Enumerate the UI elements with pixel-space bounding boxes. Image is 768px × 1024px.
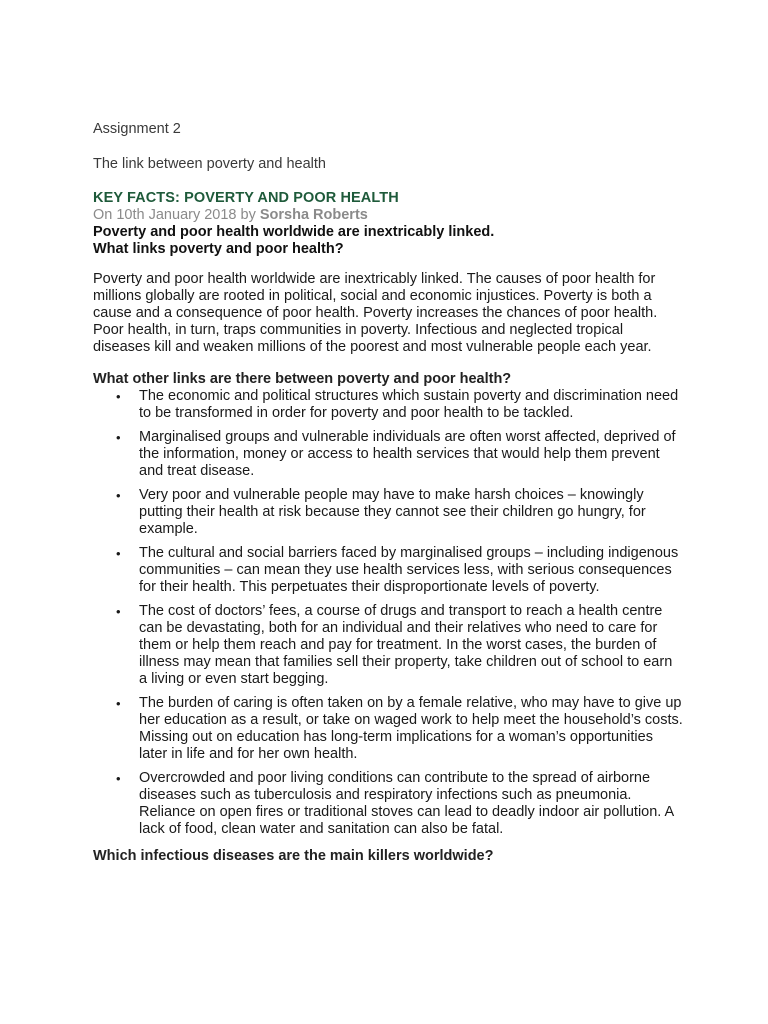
lead-statement: Poverty and poor health worldwide are inextricably linked. [93,224,495,240]
assignment-label: Assignment 2 [93,121,181,137]
bullet-icon: • [116,696,121,711]
byline-author: Sorsha Roberts [259,207,368,223]
list-item-text: Very poor and vulnerable people may have to make harsh choices – knowingly putting their health at risk because they cannot see their children go hungry, for example. [139,487,646,537]
list-item-text: The burden of caring is often taken on by a female relative, who may have to give up her education as a result, or take on waged work to help meet the household’s costs. Missing out on education has long-term implications for a woman’s opportunities later in life and for her own health. [139,695,683,762]
bullet-icon: • [116,488,121,503]
bullet-icon: • [116,430,121,445]
list-item [93,770,683,838]
question-heading-1: What links poverty and poor health? [93,241,344,257]
list-item-text: The cost of doctors’ fees, a course of drugs and transport to reach a health centre can be devastating, both for an individual and their relatives who need to care for them or help them reach and pay for treatment. In the worst cases, the burden of illness may mean that families sell their property, take children out of school to earn a living or even start begging. [139,603,673,687]
list-item-text: The economic and political structures which sustain poverty and discrimination need to be transformed in order for poverty and poor health to be tackled. [139,388,679,421]
bullet-icon: • [116,546,121,561]
list-item [93,603,683,688]
list-item [93,388,683,422]
list-item [93,429,683,480]
bullet-list [93,388,683,838]
list-item [93,695,683,763]
list-item [93,545,683,596]
question-heading-2: What other links are there between poverty and poor health? [93,371,512,387]
list-item-text: Marginalised groups and vulnerable individuals are often worst affected, deprived of the information, money or access to health services that would help them prevent and treat disease. [139,429,676,479]
list-item-text: Overcrowded and poor living conditions can contribute to the spread of airborne diseases such as tuberculosis and respiratory infections such as pneumonia. Reliance on open fires or traditional stoves can lead to deadly indoor air pollution. A lack of food, clean water and sanitation can also be fatal. [139,770,674,837]
document-subtitle: The link between poverty and health [93,156,326,172]
article-byline [93,207,683,224]
article-title: KEY FACTS: POVERTY AND POOR HEALTH [93,190,399,206]
bullet-icon: • [116,771,121,786]
document-page [93,119,683,865]
list-item-text: The cultural and social barriers faced by marginalised groups – including indigenous communities – can mean they use health services less, with serious consequences for their health. This perpetuates their disproportionate levels of poverty. [139,545,679,595]
bullet-icon: • [116,604,121,619]
list-item [93,487,683,538]
question-heading-3: Which infectious diseases are the main killers worldwide? [93,848,494,864]
bullet-icon: • [116,389,121,404]
intro-paragraph: Poverty and poor health worldwide are inextricably linked. The causes of poor health for millions globally are rooted in political, social and economic injustices. Poverty is both a cause and a consequence of poor health. Poverty increases the chances of poor health. Poor health, in turn, traps communities in poverty. Infectious and neglected tropical diseases kill and weaken millions of the poorest and most vulnerable people each year. [93,271,658,355]
byline-date: On 10th January 2018 by [93,207,260,223]
